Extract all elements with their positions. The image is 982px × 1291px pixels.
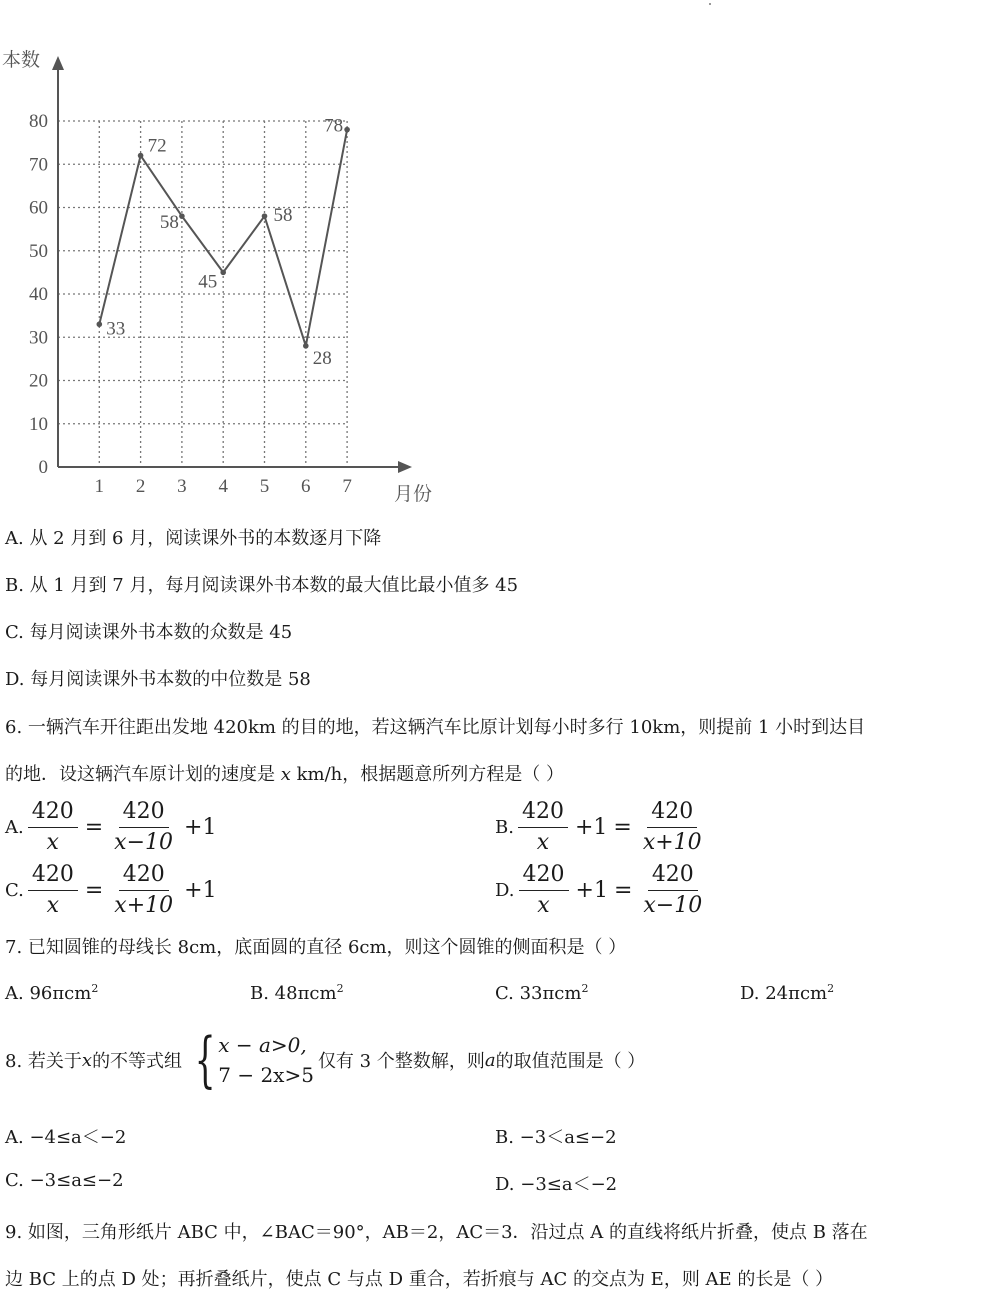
y-axis-label: 本数 — [2, 50, 41, 71]
q7-option-d: D. 24πcm$^2$ — [740, 982, 835, 1004]
line-chart — [0, 40, 445, 510]
x-tick-label: 2 — [135, 476, 146, 497]
y-tick-label: 60 — [29, 197, 48, 219]
chart-ticks — [29, 111, 352, 497]
y-tick-label: 50 — [29, 240, 48, 262]
q6-option-a: A. $\frac{420}{x}$ = $\frac{420}{x-10}$ +1 — [5, 799, 217, 855]
y-tick-label: 70 — [29, 154, 48, 176]
q7-option-c: C. 33πcm$^2$ — [495, 982, 589, 1004]
y-axis-arrow — [52, 56, 64, 70]
x-axis-label: 月份 — [394, 484, 433, 505]
data-point — [179, 213, 185, 219]
x-tick-label: 1 — [94, 476, 105, 497]
q5-option-a: A. 从 2 月到 6 月，阅读课外书的本数逐月下降 — [5, 528, 382, 549]
y-tick-label: 20 — [29, 370, 48, 392]
q8-option-d: D. −3≤a＜−2 — [495, 1174, 618, 1195]
data-label: 72 — [147, 135, 167, 157]
y-tick-label: 80 — [29, 111, 48, 132]
x-tick-label: 4 — [218, 476, 228, 497]
q7-option-a: A. 96πcm$^2$ — [5, 982, 99, 1004]
x-tick-label: 5 — [259, 476, 270, 497]
x-axis-arrow — [398, 461, 412, 473]
q6-stem-line2: 的地．设这辆汽车原计划的速度是 x km/h，根据题意所列方程是（ ） — [5, 764, 564, 785]
x-tick-label: 7 — [342, 476, 352, 497]
inequality-system: { x − a>0, 7 − 2x>5 — [194, 1025, 314, 1095]
q7-option-b: B. 48πcm$^2$ — [250, 982, 344, 1004]
data-label: 45 — [198, 271, 218, 293]
q6-option-b: B. $\frac{420}{x}$ +1 = $\frac{420}{x+10}$ — [495, 799, 702, 855]
data-label: 58 — [273, 205, 293, 227]
q8-option-b: B. −3＜a≤−2 — [495, 1127, 617, 1148]
data-point — [303, 343, 309, 349]
chart-axes — [52, 56, 412, 473]
data-point — [138, 153, 144, 159]
q9-stem-line1: 9. 如图，三角形纸片 ABC 中，∠BAC＝90°，AB＝2，AC＝3．沿过点 A 的直线将纸片折叠，使点 B 落在 — [5, 1222, 868, 1243]
q9-stem-line2: 边 BC 上的点 D 处；再折叠纸片，使点 C 与点 D 重合，若折痕与 AC 的交点为 E，则 AE 的长是（ ） — [5, 1269, 834, 1290]
y-tick-label: 0 — [38, 457, 48, 478]
q5-option-c: C. 每月阅读课外书本数的众数是 45 — [5, 622, 293, 643]
data-label: 28 — [312, 347, 332, 369]
data-point — [262, 213, 268, 219]
data-point — [97, 321, 103, 327]
chart-grid — [58, 121, 347, 467]
data-label: 58 — [159, 212, 179, 234]
data-point — [344, 127, 350, 133]
data-point — [220, 270, 226, 276]
y-tick-label: 40 — [29, 284, 48, 305]
scan-dot — [709, 3, 711, 5]
q5-option-b: B. 从 1 月到 7 月，每月阅读课外书本数的最大值比最小值多 45 — [5, 575, 519, 596]
q5-option-d: D. 每月阅读课外书本数的中位数是 58 — [5, 669, 311, 690]
y-tick-label: 10 — [29, 413, 48, 435]
data-label: 33 — [106, 318, 126, 340]
x-tick-label: 3 — [177, 476, 187, 497]
q8-option-a: A. −4≤a＜−2 — [5, 1127, 127, 1148]
x-tick-label: 6 — [301, 476, 311, 497]
data-label: 78 — [324, 115, 344, 137]
y-tick-label: 30 — [29, 327, 48, 349]
q8-option-c: C. −3≤a≤−2 — [5, 1170, 124, 1191]
q7-stem: 7. 已知圆锥的母线长 8cm，底面圆的直径 6cm，则这个圆锥的侧面积是（ ） — [5, 937, 627, 958]
q6-option-d: D. $\frac{420}{x}$ +1 = $\frac{420}{x-10}$ — [495, 862, 703, 918]
q8-stem: 8. 若关于 x 的不等式组 { x − a>0, 7 − 2x>5 仅有 3 个整数解，则 a 的取值范围是（ ） — [5, 1025, 646, 1095]
q6-stem-line1: 6. 一辆汽车开往距出发地 420km 的目的地，若这辆汽车比原计划每小时多行 10km，则提前 1 小时到达目 — [5, 717, 866, 738]
q6-option-c: C. $\frac{420}{x}$ = $\frac{420}{x+10}$ +1 — [5, 862, 217, 918]
